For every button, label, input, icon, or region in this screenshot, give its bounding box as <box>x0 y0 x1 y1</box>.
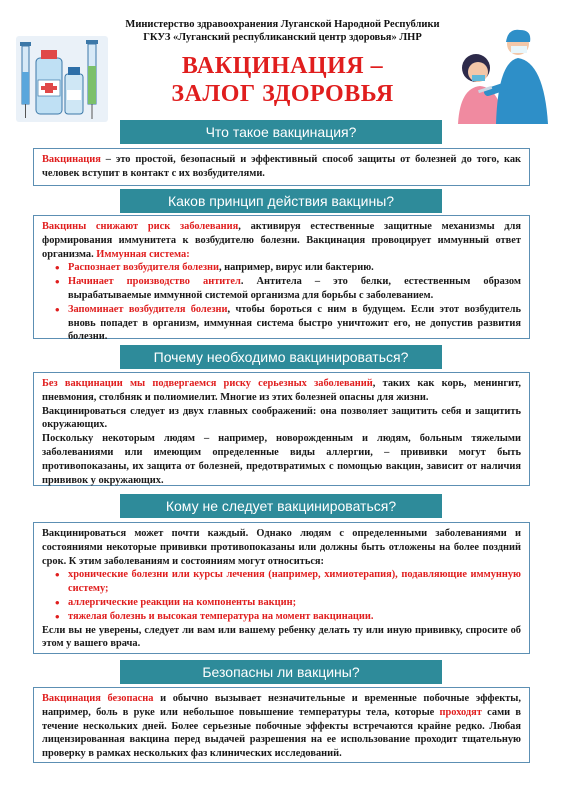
list-item: • аллергические реакции на компоненты вакцин; <box>68 596 521 610</box>
section-heading-principle: Каков принцип действия вакцины? <box>120 189 442 213</box>
section-heading-who-not: Кому не следует вакцинироваться? <box>120 494 442 518</box>
text: и обычно вызывает незначительные и временные побочные эффекты, например, боль в руке или небольшое повышение температуры тела, которые <box>42 693 521 718</box>
contraindications-list <box>42 568 521 623</box>
section-heading-why: Почему необходимо вакцинироваться? <box>120 345 442 369</box>
vaccine-vials-illustration <box>16 36 108 122</box>
section-box-why <box>33 372 530 486</box>
immune-system-label: Иммунная система: <box>96 248 190 260</box>
list-item: • хронические болезни или курсы лечения (например, химиотерапия), подавляющие иммунную систему; <box>68 568 521 596</box>
list-item <box>68 303 521 344</box>
organization-header <box>95 18 470 44</box>
highlight-term: Без вакцинации мы подвергаемся риску серьезных заболеваний <box>42 378 373 389</box>
vial-icon <box>65 67 83 114</box>
highlight-term: Вакцины снижают риск заболевания <box>42 221 239 232</box>
paragraph: Если вы не уверены, следует ли вам или вашему ребенку делать ту или иную прививку, спросите об этом у вашего врача. <box>42 624 521 650</box>
center-name: ГКУЗ «Луганский республиканский центр здоровья» ЛНР <box>143 32 422 43</box>
item-text: . Антитела – это белки, естественным образом вырабатываемые иммунной системой организма для борьбы с заболеванием. <box>68 276 521 301</box>
title-line-2: ЗАЛОГ ЗДОРОВЬЯ <box>171 81 394 107</box>
paragraph <box>42 692 521 761</box>
paragraph <box>42 153 521 181</box>
text: сами в течение нескольких дней. Более серьезные побочные эффекты встречаются крайне редко. Любая лицензированная вакцина перед выдачей разрешения на ее использование проходит тщательную проверку в рамках нескольких фаз клинических исследований. <box>42 706 521 760</box>
highlight-word: проходят <box>439 706 482 718</box>
highlight-term: Вакцинация безопасна <box>42 693 154 704</box>
section-heading-what-is: Что такое вакцинация? <box>120 120 442 144</box>
paragraph <box>42 377 521 405</box>
section-box-what-is <box>33 148 530 186</box>
paragraph: Вакцинироваться может почти каждый. Однако людям с определенными заболеваниями и состояниями некоторые прививки противопоказаны или должны быть отложены на более поздний срок. К этим заболеваниям и состояниям могут относиться: <box>42 528 521 567</box>
text: – это простой, безопасный и эффективный способ защиты от болезней до того, как человек вступит в контакт с их возбудителями. <box>42 154 521 179</box>
list-item: • тяжелая болезнь и высокая температура на момент вакцинации. <box>68 610 521 624</box>
vial-icon <box>36 50 62 114</box>
paragraph: Поскольку некоторым людям – например, новорожденным и людям, больным тяжелыми заболеваниями или имеющим определенные виды аллергии, – прививки могут быть противопоказаны, их защита от болезней, предотвратимых с помощью вакцин, зависит от наличия прививок у окружающих. <box>42 433 521 486</box>
section-box-who-not <box>33 522 530 654</box>
highlight-term: Вакцинация <box>42 154 101 165</box>
immune-system-list <box>42 261 521 344</box>
paragraph: Вакцинироваться следует из двух главных соображений: она позволяет защитить себя и защитить окружающих. <box>42 405 521 431</box>
section-heading-safety: Безопасны ли вакцины? <box>120 660 442 684</box>
list-item <box>68 261 521 275</box>
ministry-name: Министерство здравоохранения Луганской Народной Республики <box>125 19 440 30</box>
text: , таких как корь, менингит, пневмония, столбняк и полиомиелит. Многие из этих болезней опасны для жизни. <box>42 378 521 403</box>
item-text: , например, вирус или бактерию. <box>218 262 374 274</box>
page-title <box>110 52 455 108</box>
item-highlight: Запоминает возбудителя болезни <box>68 303 228 315</box>
title-line-1: ВАКЦИНАЦИЯ – <box>181 53 384 79</box>
paragraph <box>42 220 521 261</box>
section-box-safety <box>33 687 530 763</box>
item-highlight: Начинает производство антител <box>68 276 241 288</box>
text: , активируя естественные защитные механизмы для формирования иммунитета к возбудителю болезни. Вакцинация провоцирует иммунный ответ организма. <box>42 221 521 260</box>
section-box-principle <box>33 215 530 343</box>
item-highlight: Распознает возбудителя болезни <box>68 262 219 274</box>
item-text: , чтобы бороться с ним в будущем. Если этот возбудитель вновь попадет в организм, иммунная система быстро уничтожит его, не допустив развития болезни. <box>68 303 521 343</box>
list-item <box>68 275 521 303</box>
